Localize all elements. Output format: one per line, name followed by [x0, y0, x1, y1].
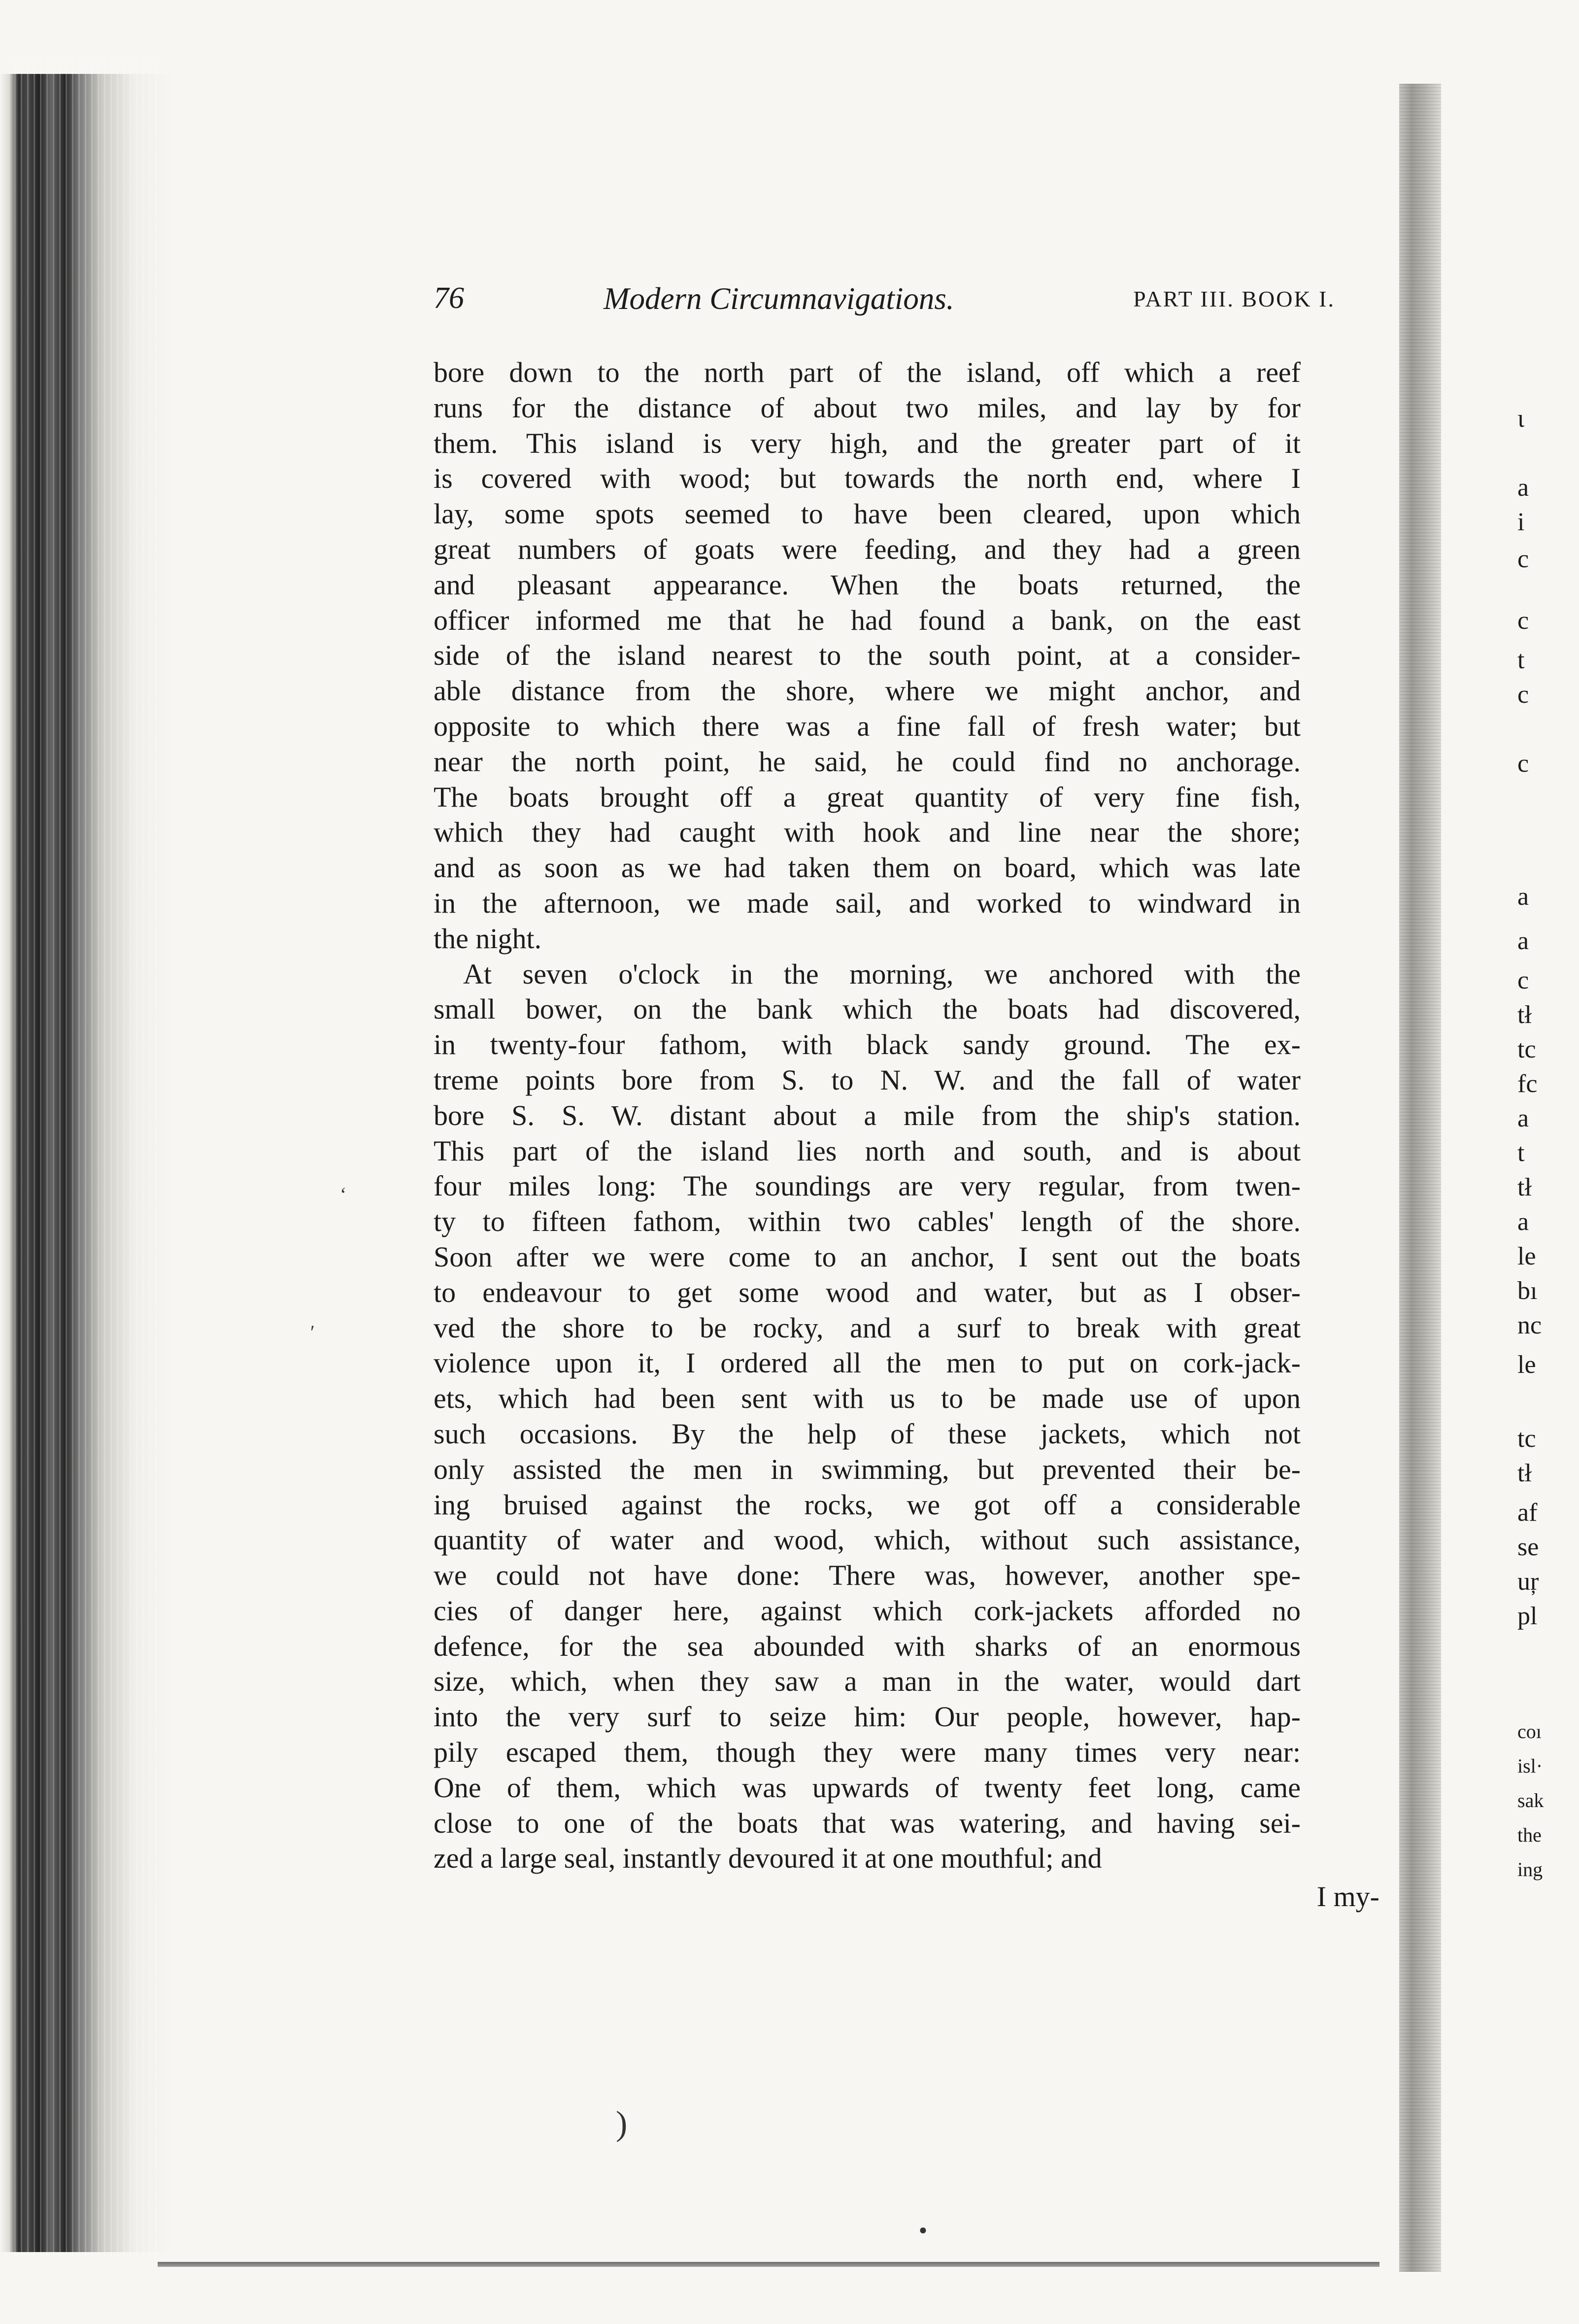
- facing-page-fragment: c: [1517, 607, 1529, 635]
- facing-page-fragment: tc: [1517, 1035, 1536, 1063]
- text-line: officer informed me that he had found a bank, on the east: [434, 604, 1301, 636]
- text-line: and pleasant appearance. When the boats returned, the: [434, 568, 1301, 601]
- facing-page-fragment: le: [1517, 1242, 1536, 1270]
- facing-page-fragment: t: [1517, 646, 1525, 674]
- text-line: One of them, which was upwards of twenty feet long, came: [434, 1771, 1301, 1804]
- text-line: great numbers of goats were feeding, and they had a green: [434, 533, 1301, 565]
- text-line: which they had caught with hook and line near the shore;: [434, 816, 1301, 849]
- facing-page-fragment: a: [1517, 1208, 1529, 1236]
- left-binding-streaks: [10, 59, 158, 2257]
- facing-page-fragment: c: [1517, 966, 1529, 994]
- text-line: close to one of the boats that was watering, and having sei-: [434, 1807, 1301, 1839]
- text-line: runs for the distance of about two miles, and lay by for: [434, 391, 1301, 424]
- text-line: The boats brought off a great quantity of very fine fish,: [434, 781, 1301, 813]
- facing-page-fragment: c: [1517, 750, 1529, 778]
- stray-mark: ‘: [340, 1183, 347, 1205]
- text-line: lay, some spots seemed to have been cleared, upon which: [434, 498, 1301, 530]
- facing-page-fragment: t: [1517, 1139, 1525, 1167]
- facing-page-fragment: a: [1517, 927, 1529, 955]
- text-line: such occasions. By the help of these jackets, which not: [434, 1417, 1301, 1450]
- running-title: Modern Circumnavigations.: [604, 281, 954, 316]
- text-line: them. This island is very high, and the greater part of it: [434, 427, 1301, 459]
- text-line: in the afternoon, we made sail, and worked to windward in: [434, 887, 1301, 919]
- text-line: ing bruised against the rocks, we got off a considerable: [434, 1488, 1301, 1521]
- text-line: ets, which had been sent with us to be made use of upon: [434, 1382, 1301, 1415]
- facing-page-fragment: tł: [1517, 1173, 1532, 1201]
- text-line: cies of danger here, against which cork-jackets afforded no: [434, 1594, 1301, 1627]
- facing-page-fragment: af: [1517, 1499, 1538, 1527]
- catchword: I my-: [1316, 1880, 1379, 1913]
- text-line: and as soon as we had taken them on board, which was late: [434, 852, 1301, 884]
- facing-page-fragment: a: [1517, 1104, 1529, 1132]
- facing-page-fragment: fc: [1517, 1070, 1538, 1098]
- text-line: ty to fifteen fathom, within two cables' length of the shore.: [434, 1205, 1301, 1238]
- bottom-page-edge: [158, 2262, 1379, 2267]
- text-line: opposite to which there was a fine fall of fresh water; but: [434, 710, 1301, 742]
- facing-page-fragment: the: [1517, 1824, 1542, 1846]
- text-line: size, which, when they saw a man in the water, would dart: [434, 1665, 1301, 1698]
- text-line: treme points bore from S. to N. W. and the fall of water: [434, 1063, 1301, 1096]
- page-number: 76: [434, 281, 464, 315]
- facing-page-fragment: i: [1517, 508, 1525, 536]
- facing-page-fragment: nc: [1517, 1311, 1542, 1339]
- text-line: bore S. S. W. distant about a mile from the ship's station.: [434, 1099, 1301, 1131]
- facing-page-fragment: tł: [1517, 1459, 1532, 1487]
- text-line: only assisted the men in swimming, but prevented their be-: [434, 1453, 1301, 1485]
- stray-mark: ʹ: [310, 1321, 315, 1343]
- text-line: is covered with wood; but towards the north end, where I: [434, 462, 1301, 495]
- facing-page-fragment: pl: [1517, 1602, 1538, 1630]
- text-line: the night.: [434, 922, 542, 955]
- text-line: small bower, on the bank which the boats had discovered,: [434, 993, 1301, 1025]
- facing-page-fragment: coı: [1517, 1720, 1542, 1743]
- facing-page-fragment: le: [1517, 1351, 1536, 1379]
- facing-page-fragment: c: [1517, 545, 1529, 573]
- body-text: [434, 355, 1301, 1876]
- text-line: side of the island nearest to the south point, at a consider-: [434, 639, 1301, 672]
- facing-page-fragment: uŗ: [1517, 1568, 1539, 1596]
- text-line: to endeavour to get some wood and water, but as I obser-: [434, 1276, 1301, 1308]
- text-line: This part of the island lies north and south, and is about: [434, 1134, 1301, 1167]
- text-line: defence, for the sea abounded with sharks of an enormous: [434, 1630, 1301, 1662]
- facing-page-fragment: isl·: [1517, 1755, 1543, 1777]
- text-line: bore down to the north part of the island, off which a reef: [434, 356, 1301, 388]
- facing-page-fragment: se: [1517, 1533, 1539, 1561]
- text-line: ved the shore to be rocky, and a surf to break with great: [434, 1311, 1301, 1344]
- text-line: near the north point, he said, he could find no anchorage.: [434, 745, 1301, 778]
- text-line: we could not have done: There was, however, another spe-: [434, 1559, 1301, 1592]
- facing-page-fragment: sak: [1517, 1789, 1544, 1811]
- facing-page-fragment: ι: [1517, 405, 1524, 433]
- text-line: zed a large seal, instantly devoured it at one mouthful; and: [434, 1842, 1102, 1875]
- facing-page-fragment: tł: [1517, 1001, 1532, 1029]
- text-line: four miles long: The soundings are very regular, from twen-: [434, 1170, 1301, 1202]
- facing-page-fragment: a: [1517, 883, 1529, 911]
- text-line: Soon after we were come to an anchor, I sent out the boats: [434, 1240, 1301, 1273]
- right-gutter-texture: [1399, 84, 1441, 2272]
- facing-page-fragments: [1517, 0, 1579, 2324]
- part-book-label: PART III. BOOK I.: [1133, 286, 1335, 311]
- text-line: quantity of water and wood, which, without such assistance,: [434, 1524, 1301, 1556]
- text-line: At seven o'clock in the morning, we anchored with the: [463, 957, 1301, 990]
- facing-page-fragment: c: [1517, 681, 1529, 709]
- page-header: [434, 281, 1335, 320]
- text-line: into the very surf to seize him: Our people, however, hap-: [434, 1701, 1301, 1733]
- stray-mark: ): [616, 2105, 628, 2143]
- text-line: in twenty-four fathom, with black sandy ground. The ex-: [434, 1028, 1301, 1061]
- stray-mark: ●: [919, 2222, 927, 2238]
- text-line: pily escaped them, though they were many times very near:: [434, 1736, 1301, 1769]
- facing-page-fragment: tc: [1517, 1425, 1536, 1453]
- text-line: able distance from the shore, where we might anchor, and: [434, 675, 1301, 707]
- text-line: violence upon it, I ordered all the men to put on cork-jack-: [434, 1347, 1301, 1379]
- facing-page-fragment: ing: [1517, 1858, 1543, 1880]
- facing-page-fragment: bı: [1517, 1277, 1538, 1305]
- facing-page-fragment: a: [1517, 474, 1529, 502]
